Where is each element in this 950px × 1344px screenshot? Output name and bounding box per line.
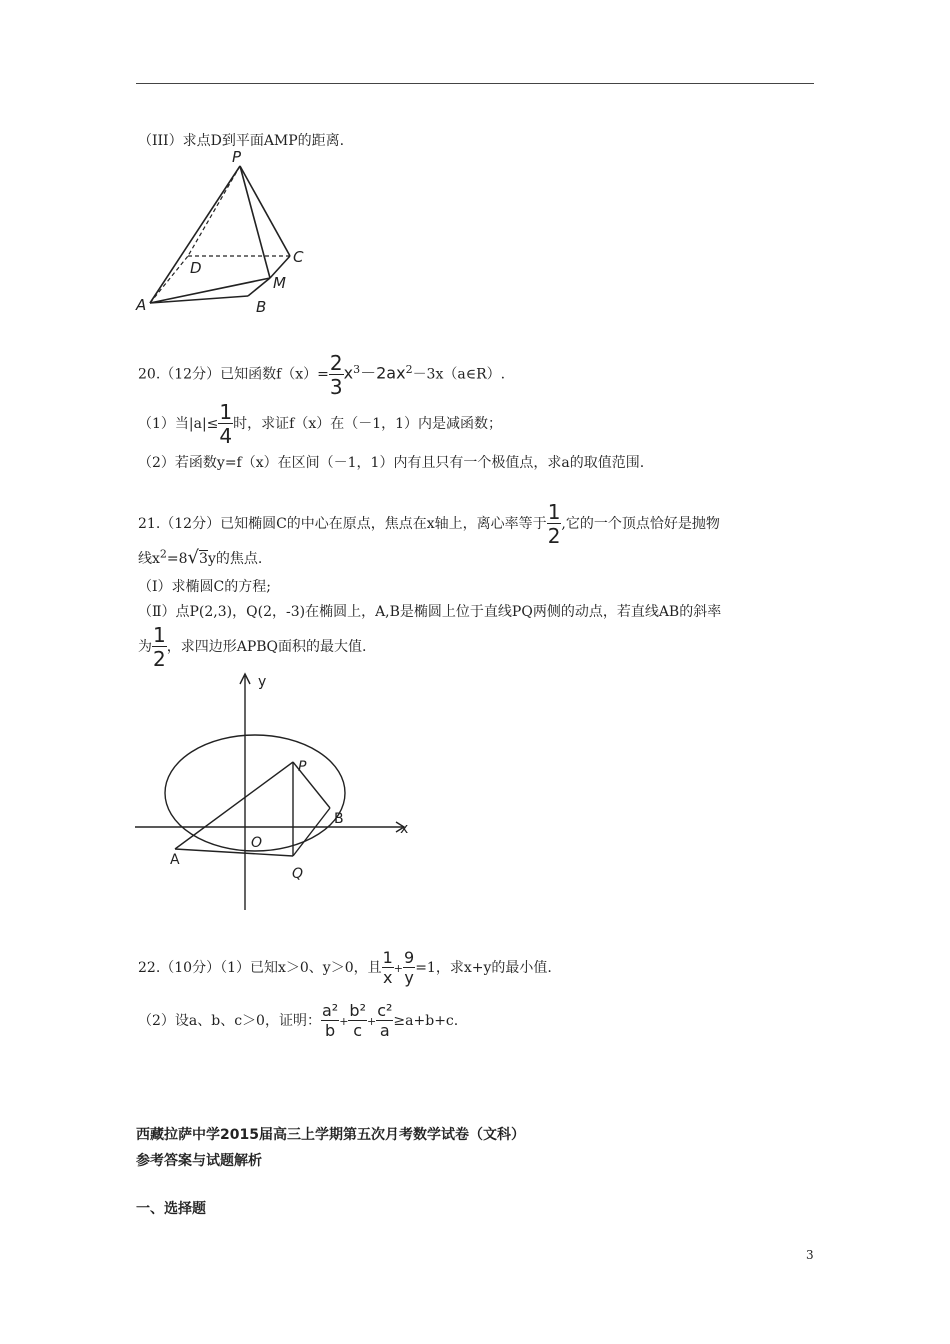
label-M: M	[273, 274, 286, 292]
label-O: O	[251, 835, 263, 851]
q20-head: 20.（12分）已知函数f（x）=	[138, 366, 329, 383]
label-A: A	[170, 852, 180, 868]
q20-stem: 20.（12分）已知函数f（x）= $\frac{2}{3}$ $x^3-2ax^2-3x(a\in R)$.	[138, 350, 506, 399]
page-number: 3	[806, 1248, 814, 1262]
label-Q: Q	[292, 866, 304, 882]
header-rule	[136, 83, 814, 84]
q22-frac-1x: $\frac{1}{x}$	[382, 948, 393, 987]
q21-line1: 21.（12分）已知椭圆C的中心在原点，焦点在x轴上，离心率等于 $\frac{1}{2}$ ,它的一个顶点恰好是抛物	[138, 500, 720, 548]
label-B: B	[256, 298, 267, 316]
label-P: P	[232, 148, 242, 166]
axis-y-label: y	[258, 674, 267, 690]
q21-ecc-frac: $\frac{1}{2}$	[547, 500, 561, 548]
q22-frac-9y: $\frac{9}{y}$	[404, 948, 415, 987]
q22-term-a: $\frac{\text{a²}}{b}$	[321, 1001, 339, 1040]
ellipse-figure	[130, 668, 420, 916]
axis-x-label: x	[400, 821, 409, 837]
q22-term-b: $\frac{\text{b²}}{c}$	[349, 1001, 366, 1040]
label-A: A	[136, 296, 147, 314]
q21-part1: （Ⅰ）求椭圆C的方程;	[138, 579, 271, 595]
q20-coef-frac: $\frac{2}{3}$	[329, 350, 343, 399]
label-P: P	[298, 759, 307, 775]
q22-part2: （2）设a、b、c＞0，证明： $\frac{\text{a²}}{b}$ + $\frac{\text{b²}}{c}$ + $\frac{\text{c²}}{a}$ ≥a+b+c.	[138, 1001, 459, 1040]
answer-subtitle: 参考答案与试题解析	[136, 1153, 262, 1169]
pyramid-figure	[130, 148, 320, 318]
label-C: C	[293, 248, 304, 266]
q22-part1: 22.（10分）（1）已知x＞0、y＞0，且 $\frac{1}{x}$ + $\frac{9}{y}$ =1，求x+y的最小值.	[138, 948, 552, 987]
q20-bound-frac: $\frac{1}{4}$	[219, 400, 233, 448]
q21-slope-frac: $\frac{1}{2}$	[153, 623, 166, 671]
q19-part3: （III）求点D到平面AMP的距离.	[138, 133, 345, 149]
q20-part2: （2）若函数y=f（x）在区间（－1，1）内有且只有一个极值点，求a的取值范围.	[138, 455, 645, 471]
q20-part1: （1）当|a|≤ $\frac{1}{4}$ 时，求证f（x）在（－1，1）内是减函数；	[138, 400, 503, 448]
answer-title: 西藏拉萨中学2015届高三上学期第五次月考数学试卷（文科）	[136, 1127, 525, 1143]
section-heading: 一、选择题	[136, 1201, 206, 1217]
q21-part2: （Ⅱ）点P(2,3)，Q(2，-3)在椭圆上，A,B是椭圆上位于直线PQ两侧的动点，若直线AB的斜率	[138, 604, 722, 620]
q21-part2b: 为 $\frac{1}{2}$ ，求四边形APBQ面积的最大值.	[138, 623, 367, 671]
label-B: B	[334, 811, 344, 827]
q22-term-c: $\frac{\text{c²}}{a}$	[377, 1001, 393, 1040]
q21-line2: 线$x^2=8√3y$的焦点.	[138, 547, 263, 568]
label-D: D	[190, 259, 202, 277]
